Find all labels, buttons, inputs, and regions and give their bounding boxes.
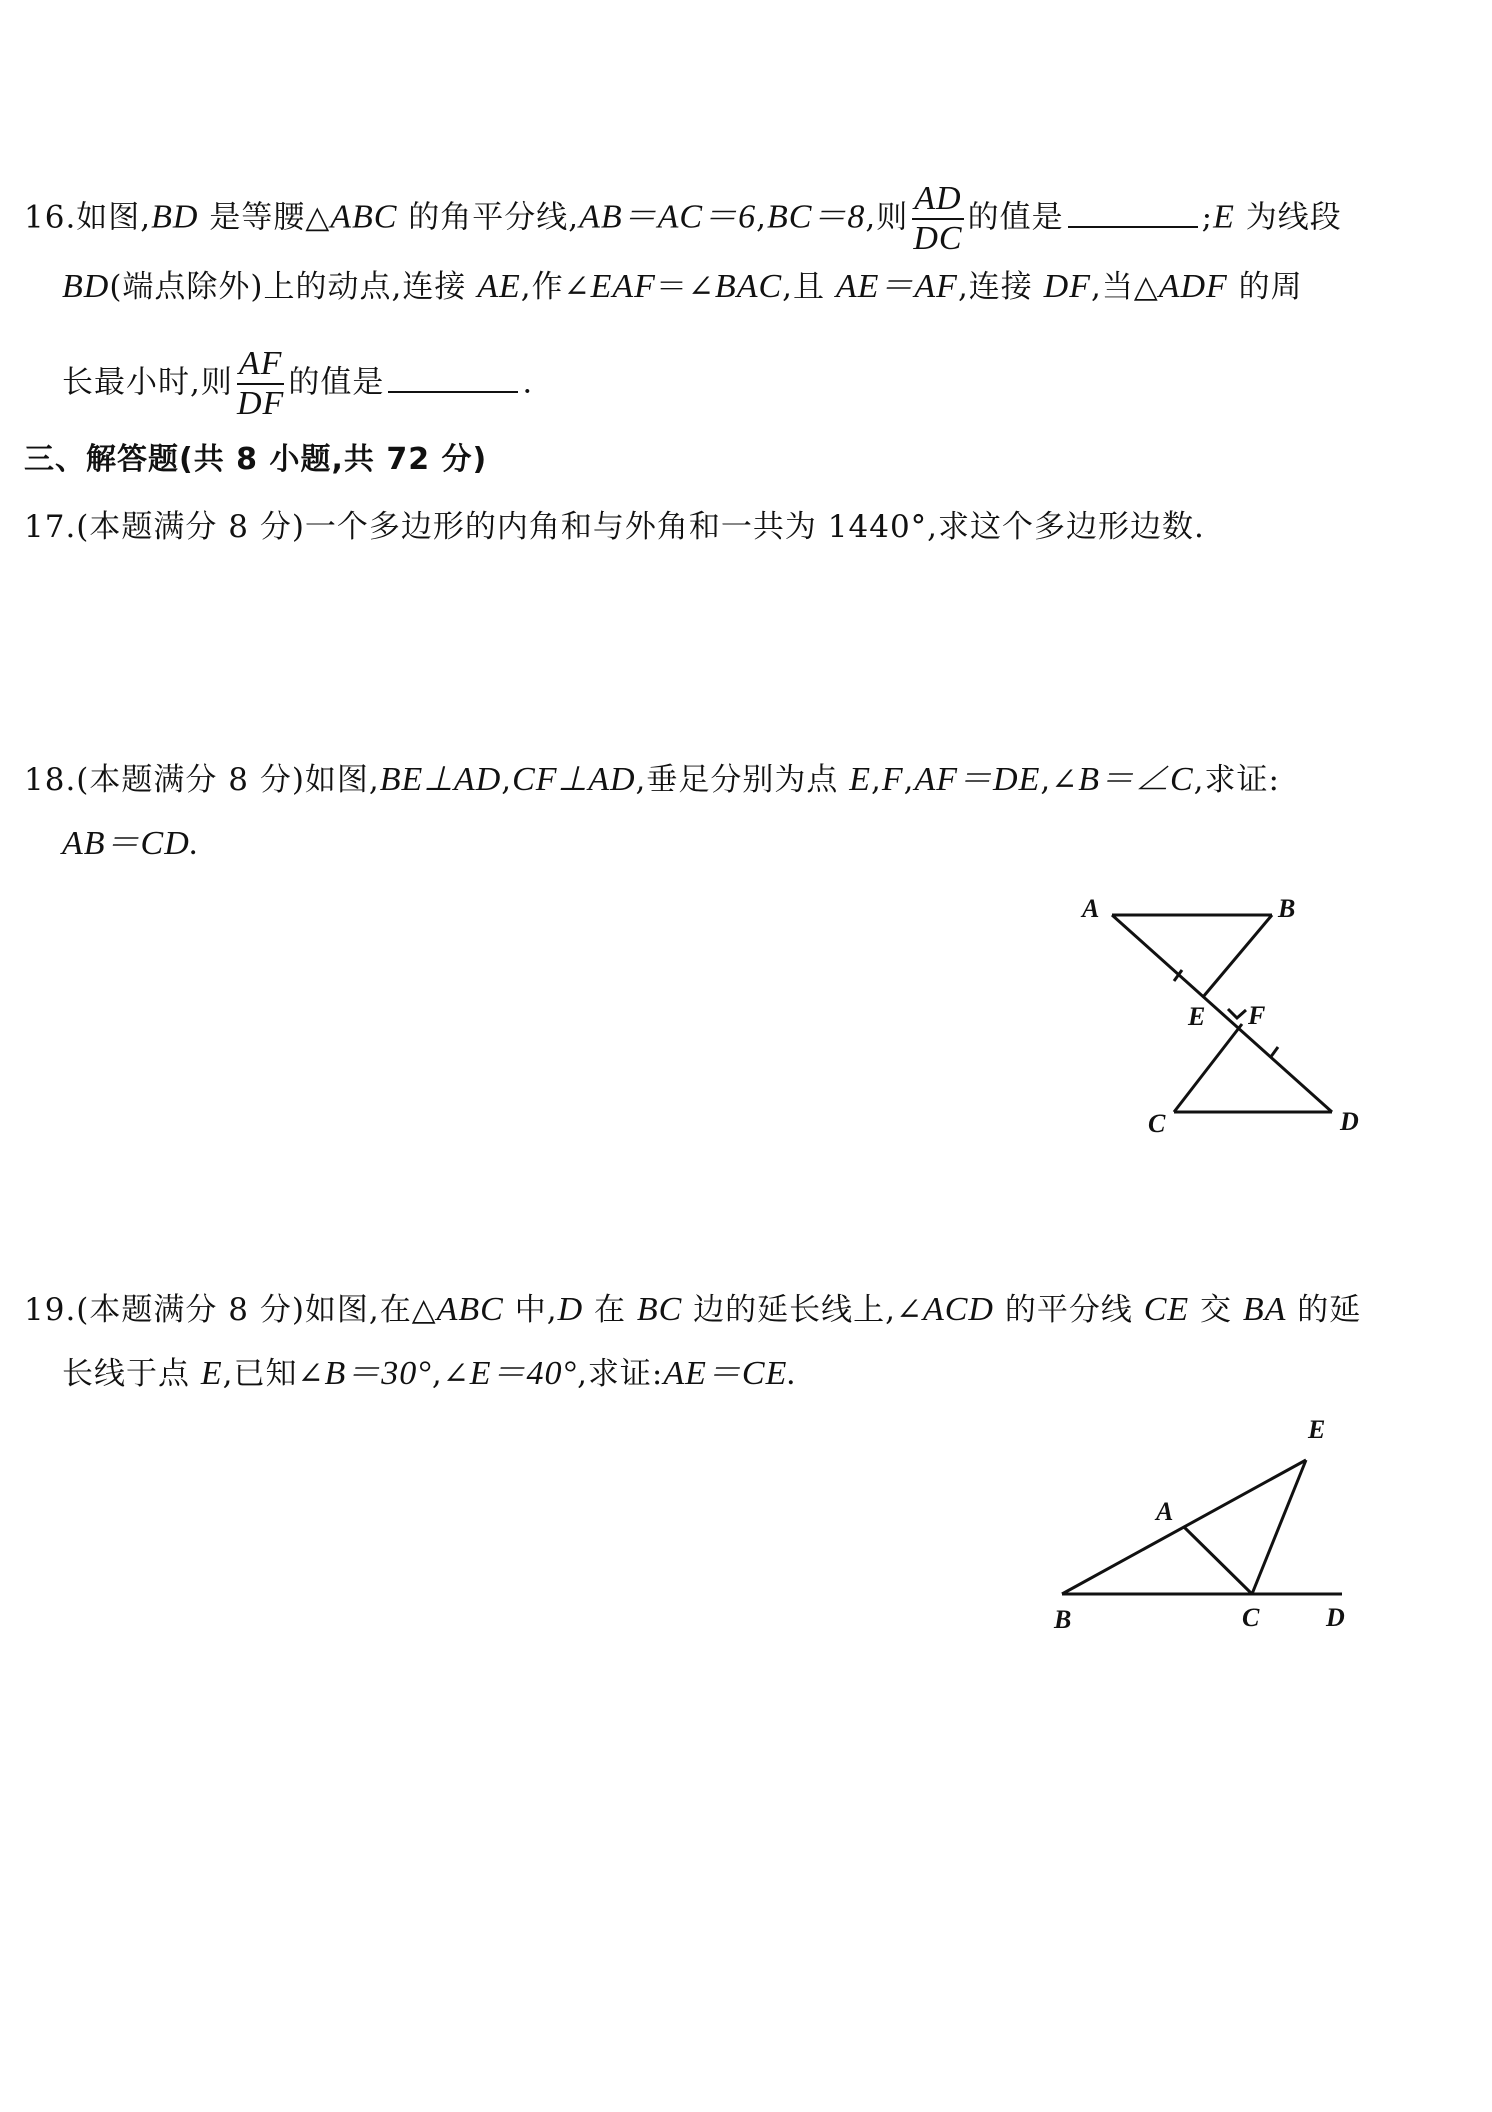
- label-c: C: [1148, 1109, 1166, 1138]
- segment-be: [1203, 915, 1272, 997]
- label-e: E: [1188, 1002, 1206, 1031]
- segment-ce: [1252, 1460, 1306, 1594]
- label-d: D: [1326, 1603, 1345, 1632]
- q16-line-1: 16.如图,BD 是等腰△ABC 的角平分线,AB＝AC＝6,BC＝8,则 $\frac{AD}{DC}$ 的值是 ;E 为线段: [24, 180, 1342, 257]
- q19-line-2: 长线于点 E,已知∠B＝30°,∠E＝40°,求证:AE＝CE.: [62, 1355, 797, 1392]
- label-a: A: [1082, 894, 1100, 923]
- q16-line-2: BD(端点除外)上的动点,连接 AE,作∠EAF＝∠BAC,且 AE＝AF,连接 DF,当△ADF 的周: [62, 268, 1303, 305]
- q17-text: 17.(本题满分 8 分)一个多边形的内角和与外角和一共为 1440°,求这个多边形边数.: [24, 509, 1205, 545]
- q16-line-3: 长最小时,则 $\frac{AF}{DF}$ 的值是 .: [62, 345, 534, 422]
- segment-ad: [1112, 915, 1332, 1112]
- label-c: C: [1242, 1603, 1260, 1632]
- q19-figure: [1040, 1410, 1370, 1640]
- q19-line-1: 19.(本题满分 8 分)如图,在△ABC 中,D 在 BC 边的延长线上,∠ACD 的平分线 CE 交 BA 的延: [24, 1291, 1362, 1328]
- label-d: D: [1340, 1107, 1359, 1136]
- label-f: F: [1248, 1001, 1266, 1030]
- label-a: A: [1156, 1497, 1174, 1526]
- fraction-ad-dc: $\frac{AD}{DC}$: [913, 180, 963, 257]
- fraction-af-df: $\frac{AF}{DF}$: [236, 345, 285, 422]
- section-heading: 三、解答题(共 8 小题,共 72 分): [24, 442, 488, 477]
- label-b: B: [1054, 1605, 1072, 1634]
- answer-blank-2[interactable]: [388, 361, 518, 393]
- segment-cf: [1174, 1024, 1242, 1112]
- q18-figure: [1070, 890, 1370, 1140]
- label-e: E: [1308, 1415, 1326, 1444]
- segment-ac: [1184, 1527, 1252, 1594]
- answer-blank-1[interactable]: [1068, 196, 1198, 228]
- label-b: B: [1278, 894, 1296, 923]
- right-angle-mark: [1228, 1009, 1246, 1018]
- tick-mark-2: [1270, 1047, 1278, 1058]
- q18-line-2: AB＝CD.: [62, 825, 200, 862]
- q18-line-1: 18.(本题满分 8 分)如图,BE⊥AD,CF⊥AD,垂足分别为点 E,F,AF＝DE,∠B＝∠C,求证:: [24, 761, 1280, 798]
